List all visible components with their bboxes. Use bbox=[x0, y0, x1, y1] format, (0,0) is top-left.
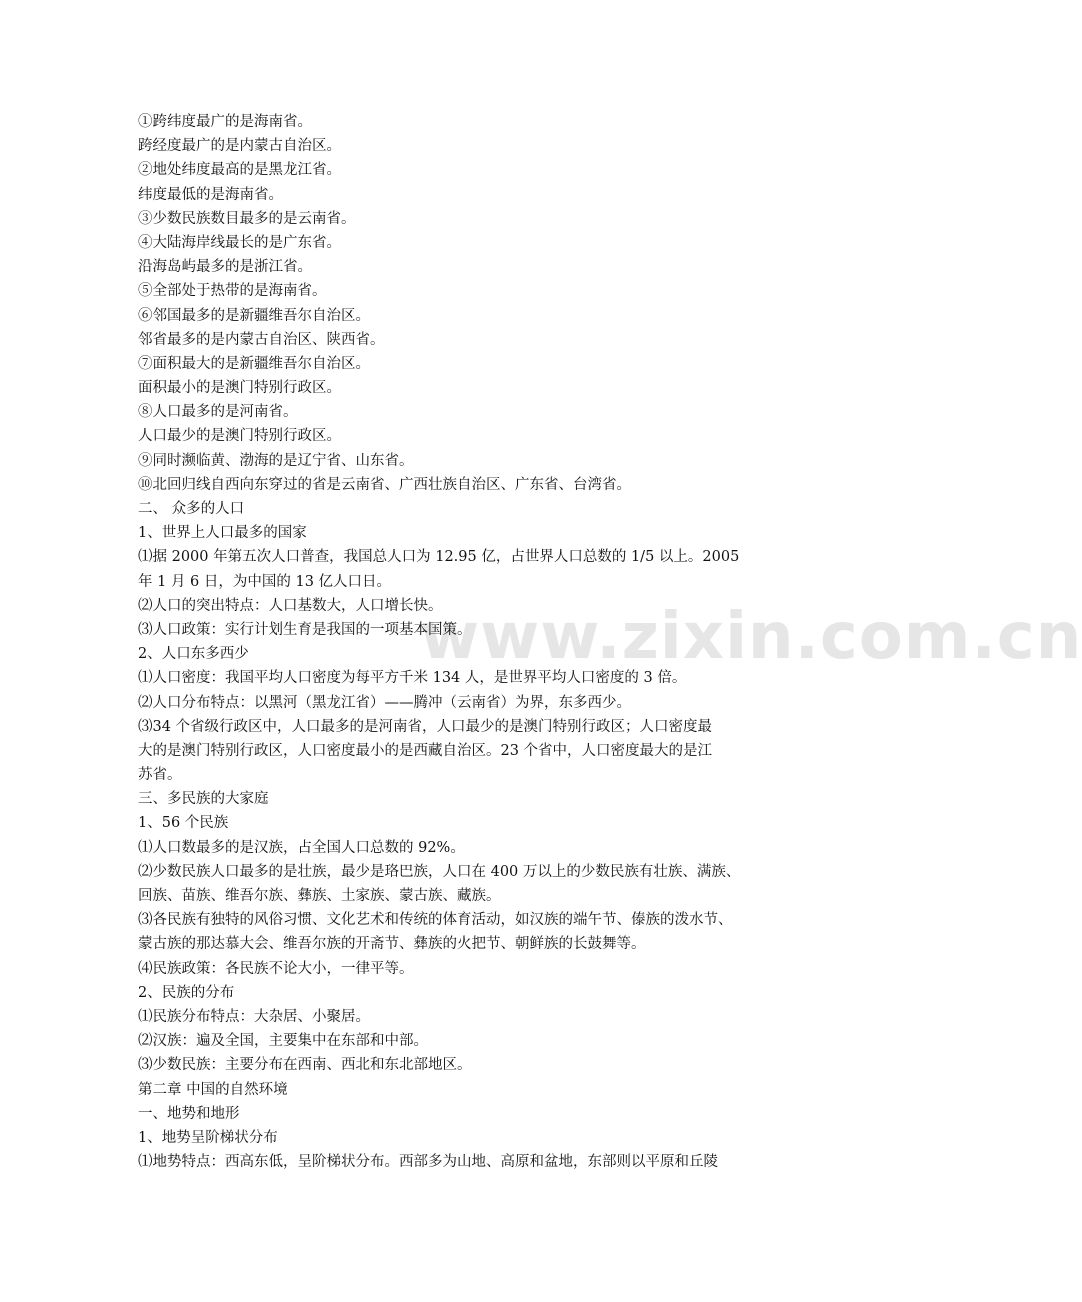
text-line: 2、人口东多西少 bbox=[138, 646, 249, 663]
text-line: 年 1 月 6 日，为中国的 13 亿人口日。 bbox=[138, 573, 392, 590]
text-line: 人口最少的是澳门特别行政区。 bbox=[138, 428, 341, 445]
text-line: 三、多民族的大家庭 bbox=[138, 791, 269, 808]
text-line: ⑵汉族：遍及全国，主要集中在东部和中部。 bbox=[138, 1033, 428, 1050]
text-line: ⑴人口数最多的是汉族，占全国人口总数的 92%。 bbox=[138, 839, 465, 856]
watermark: www.zixin.com.cn bbox=[420, 600, 1082, 674]
text-line: 1、世界上人口最多的国家 bbox=[138, 525, 307, 542]
text-line: 跨经度最广的是内蒙古自治区。 bbox=[138, 138, 341, 155]
text-line: ⑵人口分布特点：以黑河（黑龙江省）——腾冲（云南省）为界，东多西少。 bbox=[138, 694, 631, 711]
text-line: 苏省。 bbox=[138, 767, 182, 784]
text-line: 2、民族的分布 bbox=[138, 984, 235, 1001]
text-line: 第二章 中国的自然环境 bbox=[138, 1081, 288, 1098]
text-line: ⑷民族政策：各民族不论大小，一律平等。 bbox=[138, 960, 414, 977]
text-line: 纬度最低的是海南省。 bbox=[138, 186, 283, 203]
text-line: 邻省最多的是内蒙古自治区、陕西省。 bbox=[138, 331, 385, 348]
text-line: ⑵人口的突出特点：人口基数大，人口增长快。 bbox=[138, 597, 443, 614]
text-line: ⑨同时濒临黄、渤海的是辽宁省、山东省。 bbox=[138, 452, 414, 469]
text-line: ⑵少数民族人口最多的是壮族，最少是珞巴族，人口在 400 万以上的少数民族有壮族、满族、 bbox=[138, 863, 741, 880]
text-line: 1、56 个民族 bbox=[138, 815, 229, 832]
text-line: ⑴地势特点：西高东低，呈阶梯状分布。西部多为山地、高原和盆地，东部则以平原和丘陵 bbox=[138, 1154, 718, 1171]
text-line: 二、 众多的人口 bbox=[138, 501, 245, 517]
text-line: ①跨纬度最广的是海南省。 bbox=[138, 114, 312, 130]
text-line: ②地处纬度最高的是黑龙江省。 bbox=[138, 162, 341, 179]
text-line: ⑴民族分布特点：大杂居、小聚居。 bbox=[138, 1008, 370, 1025]
text-line: ⑩北回归线自西向东穿过的省是云南省、广西壮族自治区、广东省、台湾省。 bbox=[138, 476, 631, 493]
text-line: ⑥邻国最多的是新疆维吾尔自治区。 bbox=[138, 307, 370, 324]
text-line: 大的是澳门特别行政区，人口密度最小的是西藏自治区。23 个省中，人口密度最大的是江 bbox=[138, 742, 713, 759]
text-line: 沿海岛屿最多的是浙江省。 bbox=[138, 259, 312, 276]
text-line: ④大陆海岸线最长的是广东省。 bbox=[138, 234, 341, 251]
text-line: ⑧人口最多的是河南省。 bbox=[138, 404, 298, 421]
text-line: 面积最小的是澳门特别行政区。 bbox=[138, 380, 341, 397]
text-line: 蒙古族的那达慕大会、维吾尔族的开斋节、彝族的火把节、朝鲜族的长鼓舞等。 bbox=[138, 936, 646, 953]
text-line: ⑶34 个省级行政区中，人口最多的是河南省，人口最少的是澳门特别行政区；人口密度最 bbox=[138, 718, 713, 735]
text-line: ⑤全部处于热带的是海南省。 bbox=[138, 283, 327, 300]
text-line: 1、地势呈阶梯状分布 bbox=[138, 1129, 278, 1146]
text-line: ⑦面积最大的是新疆维吾尔自治区。 bbox=[138, 355, 370, 372]
text-line: 回族、苗族、维吾尔族、彝族、土家族、蒙古族、藏族。 bbox=[138, 888, 501, 904]
text-line: ⑴人口密度：我国平均人口密度为每平方千米 134 人，是世界平均人口密度的 3 倍。 bbox=[138, 670, 687, 687]
text-line: ⑶人口政策：实行计划生育是我国的一项基本国策。 bbox=[138, 621, 472, 638]
text-line: ⑶各民族有独特的风俗习惯、文化艺术和传统的体育活动，如汉族的端午节、傣族的泼水节、 bbox=[138, 912, 733, 929]
document-body bbox=[138, 110, 788, 1174]
text-line: ⑴据 2000 年第五次人口普查，我国总人口为 12.95 亿，占世界人口总数的 1/5 以上。2005 bbox=[138, 549, 740, 566]
text-line: ⑶少数民族：主要分布在西南、西北和东北部地区。 bbox=[138, 1057, 472, 1074]
text-line: ③少数民族数目最多的是云南省。 bbox=[138, 210, 356, 227]
text-line: 一、地势和地形 bbox=[138, 1105, 240, 1122]
